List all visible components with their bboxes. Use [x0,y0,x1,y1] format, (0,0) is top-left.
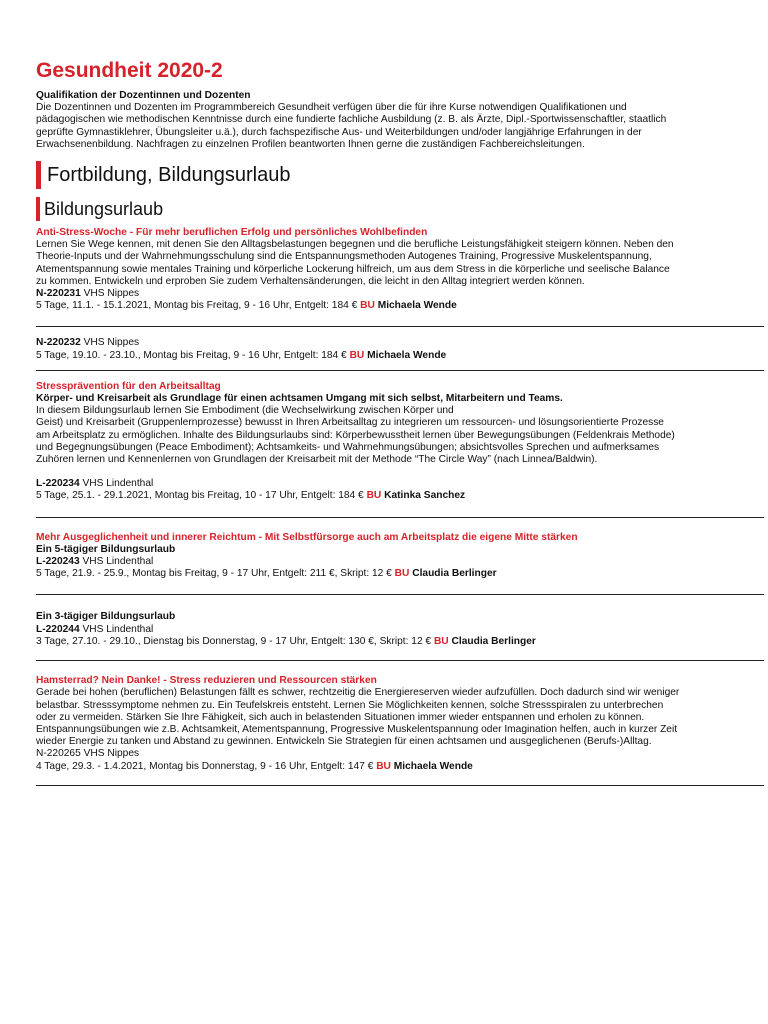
course-lecturer: Michaela Wende [393,760,473,772]
course-lecturer: Michaela Wende [377,300,457,312]
document-page [36,58,736,786]
course-code: L-220243 [36,556,80,568]
course-location: VHS Nippes [83,288,140,300]
course-entry [36,611,736,648]
course-entry [36,381,736,503]
divider [36,326,764,327]
course-desc-line: Zuhören lernen und Kennenlernen von Grundlagen der Kreisarbeit mit der Methode “The Circle Way” (nach Linnea/Baldwin). [36,454,598,466]
divider [36,370,764,371]
course-desc-line: In diesem Bildungsurlaub lernen Sie Embodiment (die Wechselwirkung zwischen Körper und [36,405,454,417]
bu-badge: BU [349,349,365,361]
course-code: L-220234 [36,478,80,490]
course-location: VHS Lindenthal [82,556,154,568]
course-details: 5 Tage, 25.1. - 29.1.2021, Montag bis Freitag, 10 - 17 Uhr, Entgelt: 184 € [36,490,364,502]
course-lecturer: Claudia Berlinger [412,568,497,580]
section-heading-fortbildung: Fortbildung, Bildungsurlaub [36,161,736,189]
course-lecturer: Katinka Sanchez [384,490,466,502]
course-entry [36,227,736,312]
divider [36,594,764,595]
course-location: VHS Nippes [83,748,140,760]
course-entry [36,532,736,581]
course-desc-line: zu kommen. Entwickeln und erproben Sie zudem Verhaltensänderungen, die leicht in den Alltag integriert werden können. [36,275,585,287]
course-details: 5 Tage, 19.10. - 23.10., Montag bis Freitag, 9 - 16 Uhr, Entgelt: 184 € [36,349,347,361]
course-subtitle: Körper- und Kreisarbeit als Grundlage für einen achtsamen Umgang mit sich selbst, Mitarbeitern und Teams. [36,393,563,405]
course-details-line [36,568,736,580]
course-desc-line: Lernen Sie Wege kennen, mit denen Sie den Alltagsbelastungen begegnen und die berufliche Leistungsfähigkeit steigern können. Neben den [36,239,674,251]
course-code: N-220265 [36,748,81,760]
course-title: Stressprävention für den Arbeitsalltag [36,380,221,392]
intro-line: pädagogischen wie methodischen Kenntnisse durch eine fundierte fachliche Ausbildung (z. B. als Ärzte, Dipl.-Sportwissenschaftler, staatlich [36,114,667,126]
course-entry [36,675,736,773]
intro-line: Erwachsenenbildung. Nachfragen zu einzelnen Profilen beantworten Ihnen gerne die zuständigen Fachbereichsleitungen. [36,138,585,150]
course-lecturer: Claudia Berlinger [451,635,536,647]
bu-badge: BU [433,635,449,647]
course-details: 5 Tage, 21.9. - 25.9., Montag bis Freitag, 9 - 17 Uhr, Entgelt: 211 €, Skript: 12 € [36,568,392,580]
course-location: VHS Lindenthal [82,623,154,635]
course-code: N-220232 [36,337,81,349]
divider [36,785,764,786]
course-code: N-220231 [36,288,81,300]
course-details: 3 Tage, 27.10. - 29.10., Dienstag bis Donnerstag, 9 - 17 Uhr, Entgelt: 130 €, Skript: 12 € [36,635,432,647]
course-code-line [36,624,736,636]
course-location: VHS Lindenthal [82,478,154,490]
course-desc-line: Entspannungsübungen wie z.B. Achtsamkeit, Atementspannung, Progressive Muskelentspannung oder Imagination helfen, auch in kurzer Zeit [36,723,678,735]
intro-line: Die Dozentinnen und Dozenten im Programmbereich Gesundheit verfügen über die für ihre Kurse notwendigen Qualifikationen und [36,102,627,114]
course-desc-line: und Begegnungsübungen (Peace Embodiment); Achtsamkeits- und Wahrnehmungsübungen; absichtsvolles Sprechen und aufmerksames [36,441,660,453]
course-location: VHS Nippes [83,337,140,349]
course-desc-line: Gerade bei hohen (beruflichen) Belastungen fällt es schwer, rechtzeitig die Energiereserven wieder aufzufüllen. Doch dadurch sind wir weniger [36,687,680,699]
course-details-line [36,636,736,648]
course-desc-line: am Arbeitsplatz zu ermöglichen. Inhalte des Bildungsurlaubs sind: Körperbewusstheit lernen über Bewegungsübungen (Feldenkrais Methode) [36,429,675,441]
page-title: Gesundheit 2020-2 [36,59,223,82]
course-title: Mehr Ausgeglichenheit und innerer Reichtum - Mit Selbstfürsorge auch am Arbeitsplatz die eigene Mitte stärken [36,531,578,543]
bu-badge: BU [360,300,375,312]
bu-badge: BU [366,490,382,502]
course-details: 4 Tage, 29.3. - 1.4.2021, Montag bis Donnerstag, 9 - 16 Uhr, Entgelt: 147 € [36,760,374,772]
course-lecturer: Michaela Wende [367,349,447,361]
course-desc-line: Theorie-Inputs und der Wahrnehmungsschulung sind die Entspannungsmethoden Autogenes Training, Progressive Muskelentspannung, [36,251,652,263]
course-details-line [36,761,736,773]
course-code-line [36,748,736,760]
course-code-line [36,288,736,300]
course-title: Hamsterrad? Nein Danke! - Stress reduzieren und Ressourcen stärken [36,675,377,687]
course-code-line [36,478,736,490]
course-code-line [36,556,736,568]
divider [36,517,764,518]
course-code: L-220244 [36,623,80,635]
course-subtitle: Ein 3-tägiger Bildungsurlaub [36,611,176,623]
course-code-line [36,337,736,349]
intro-block [36,90,736,151]
course-desc-line: Atementspannung sowie mentales Training und körperliche Lockerung hilfreich, um aus dem Stress in die körperliche und seelische Balance [36,263,670,275]
course-entry [36,337,736,361]
course-desc-line: oder zu vermeiden. Stärken Sie Ihre Fähigkeit, sich auch in belastenden Situationen immer wieder entspannen und erholen zu können. [36,711,645,723]
course-desc-line: belastbar. Stresssymptome nehmen zu. Ein Teufelskreis entsteht. Lernen Sie Möglichkeiten kennen, solche Stressspiralen zu unterbrechen [36,699,664,711]
course-details-line [36,300,736,312]
bu-badge: BU [376,760,391,772]
intro-heading: Qualifikation der Dozentinnen und Dozenten [36,90,251,101]
course-desc-line: Geist) und Kreisarbeit (Gruppenlernprozesse) bewusst in Ihren Arbeitsalltag zu integrieren um ressourcen- und lösungsorientierte Prozesse [36,417,664,429]
course-details-line [36,490,736,502]
section-heading-bildungsurlaub: Bildungsurlaub [36,197,736,221]
course-subtitle: Ein 5-tägiger Bildungsurlaub [36,543,176,555]
course-details: 5 Tage, 11.1. - 15.1.2021, Montag bis Freitag, 9 - 16 Uhr, Entgelt: 184 € [36,300,358,312]
bu-badge: BU [394,568,410,580]
course-title: Anti-Stress-Woche - Für mehr beruflichen Erfolg und persönliches Wohlbefinden [36,227,428,239]
intro-line: geprüfte Gymnastiklehrer, Übungsleiter u.ä.), durch fachspezifische Aus- und Weiterbildungen und/oder langjährige Erfahrungen in der [36,126,642,138]
divider [36,660,764,661]
course-details-line [36,350,736,362]
course-desc-line: wieder Energie zu tanken und Abstand zu gewinnen. Entwickeln Sie Strategien für einen achtsamen und ausgeglichenen (Berufs-)Alltag. [36,736,652,748]
